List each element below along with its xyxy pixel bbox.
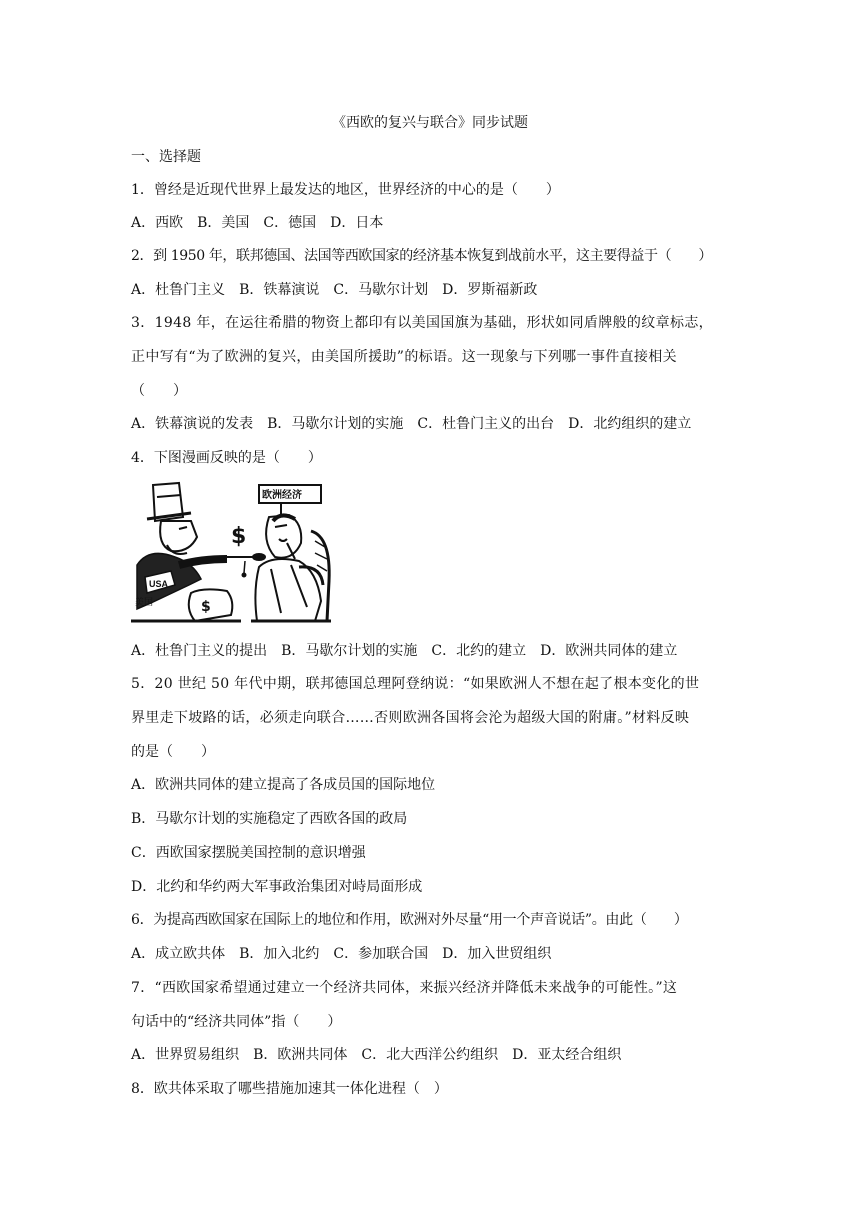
question-3-line-2: 正中写有“为了欧洲的复兴，由美国所援助”的标语。这一现象与下列哪一事件直接相关 (131, 349, 677, 365)
question-6-options: A．成立欧共体 B．加入北约 C．参加联合国 D．加入世贸组织 (131, 946, 552, 962)
section-heading: 一、选择题 (131, 149, 201, 165)
question-5-option-c: C．西欧国家摆脱美国控制的意识增强 (131, 845, 366, 861)
svg-text:$: $ (201, 599, 211, 615)
question-2-options: A．杜鲁门主义 B．铁幕演说 C．马歇尔计划 D．罗斯福新政 (131, 282, 538, 298)
dollar-sign: $ (231, 524, 247, 549)
question-7-line-1: 7．“西欧国家希望通过建立一个经济共同体，来振兴经济并降低未来战争的可能性。”这 (131, 980, 678, 996)
question-7-line-2: 句话中的“经济共同体”指（ ） (131, 1014, 342, 1030)
page-title: 《西欧的复兴与联合》同步试题 (332, 115, 528, 131)
cartoon-image (131, 481, 334, 628)
question-5-option-b: B．马歇尔计划的实施稳定了西欧各国的政局 (131, 811, 408, 827)
question-5-line-1: 5．20 世纪 50 年代中期，联邦德国总理阿登纳说：“如果欧洲人不想在起了根本变化的世 (131, 676, 700, 692)
question-4: 4．下图漫画反映的是（ ） (131, 450, 322, 466)
usa-label: 美国 (135, 597, 154, 607)
question-1: 1．曾经是近现代世界上最发达的地区，世界经济的中心的是（ ） (131, 182, 560, 198)
question-3-line-1: 3．1948 年，在运往希腊的物资上都印有以美国国旗为基础，形状如同盾牌般的纹章标志， (131, 315, 714, 331)
question-1-options: A．西欧 B．美国 C．德国 D．日本 (131, 215, 384, 231)
question-7-options: A．世界贸易组织 B．欧洲共同体 C．北大西洋公约组织 D．亚太经合组织 (131, 1047, 622, 1063)
sign-label: 欧洲经济 (262, 490, 302, 501)
question-8: 8．欧共体采取了哪些措施加速其一体化进程（ ） (131, 1081, 448, 1097)
question-5-line-3: 的是（ ） (131, 744, 215, 760)
question-5-option-d: D．北约和华约两大军事政治集团对峙局面形成 (131, 879, 423, 895)
question-5-line-2: 界里走下坡路的话，必须走向联合……否则欧洲各国将会沦为超级大国的附庸。”材料反映 (131, 710, 690, 726)
question-5-option-a: A．欧洲共同体的建立提高了各成员国的国际地位 (131, 777, 436, 793)
question-3-options: A．铁幕演说的发表 B．马歇尔计划的实施 C．杜鲁门主义的出台 D．北约组织的建立 (131, 416, 692, 432)
question-2: 2．到 1950 年，联邦德国、法国等西欧国家的经济基本恢复到战前水平，这主要得益于（ ） (131, 248, 713, 264)
sleeve-label: USA (149, 579, 169, 589)
question-3-line-3: （ ） (131, 383, 187, 399)
question-4-options: A．杜鲁门主义的提出 B．马歇尔计划的实施 C．北约的建立 D．欧洲共同体的建立 (131, 643, 678, 659)
question-6: 6．为提高西欧国家在国际上的地位和作用，欧洲对外尽量“用一个声音说话”。由此（ ） (131, 912, 688, 928)
